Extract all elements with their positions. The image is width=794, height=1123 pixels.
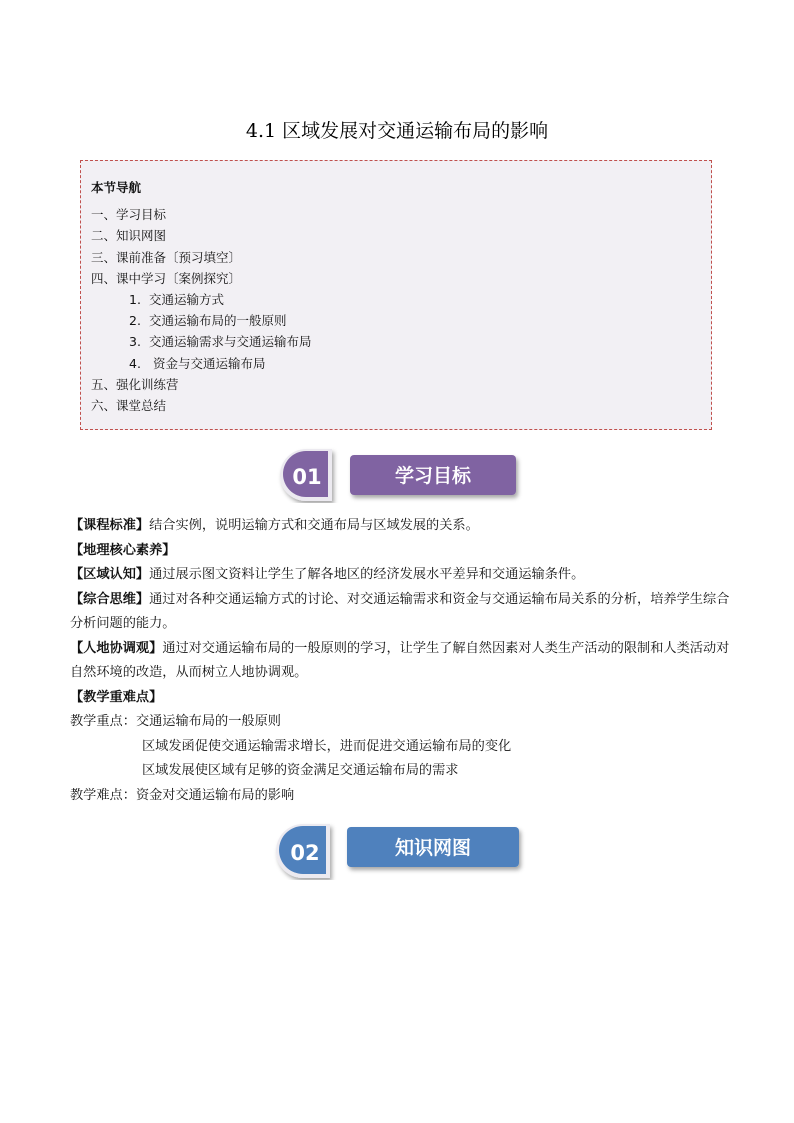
human-land-coordination-text: 通过对交通运输布局的一般原则的学习，让学生了解自然因素对人类生产活动的限制和人类活动对自然环境的改造，从而树立人地协调观。 <box>70 640 730 680</box>
nav-subitem-number: 3. <box>129 334 141 350</box>
nav-subitem-number: 1. <box>129 292 141 308</box>
nav-subitem-number: 2. <box>129 313 141 329</box>
section-label: 知识网图 <box>394 837 472 859</box>
course-standard-label: 【课程标准】 <box>70 518 150 533</box>
human-land-coordination-label: 【人地协调观】 <box>70 640 163 656</box>
comprehensive-thinking-text: 通过对各种交通运输方式的讨论、对交通运输需求和资金与交通运输布局关系的分析，培养学生综合分析问题的能力。 <box>70 591 730 631</box>
learning-goals-content <box>70 514 730 808</box>
regional-cognition-text: 通过展示图文资料让学生了解各地区的经济发展水平差异和交通运输条件。 <box>149 567 585 582</box>
difficulty-label: 教学难点： <box>70 787 136 803</box>
nav-subitem <box>91 331 711 352</box>
nav-subitem <box>91 310 711 331</box>
key-difficulties-heading: 【教学重难点】 <box>70 689 163 705</box>
difficulty <box>70 784 730 809</box>
nav-subitem-label: 交通运输布局的一般原则 <box>149 313 287 329</box>
core-literacy-heading: 【地理核心素养】 <box>70 542 176 558</box>
nav-item: 一、学习目标 <box>91 207 167 223</box>
nav-item: 三、课前准备〔预习填空〕 <box>91 249 242 265</box>
comprehensive-thinking <box>70 588 730 637</box>
page-title: 4.1 区域发展对交通运输布局的影响 <box>245 120 549 142</box>
section-badge-knowledge-map <box>272 822 526 880</box>
difficulty-text: 资金对交通运输布局的影响 <box>135 787 295 803</box>
comprehensive-thinking-label: 【综合思维】 <box>70 591 150 607</box>
nav-heading: 本节导航 <box>91 180 142 195</box>
key-point: 区域发函促使交通运输需求增长，进而促进交通运输布局的变化 <box>142 738 512 754</box>
nav-item: 二、知识网图 <box>91 228 167 244</box>
section-label: 学习目标 <box>394 465 472 487</box>
course-standard <box>70 514 730 539</box>
section-badge-graphic <box>276 447 526 503</box>
nav-subitem-label: 资金与交通运输布局 <box>149 355 266 371</box>
key-points <box>70 710 730 735</box>
nav-subitem-number: 4. <box>129 355 141 371</box>
nav-subitem-label: 交通运输需求与交通运输布局 <box>149 334 312 350</box>
course-standard-text: 结合实例，说明运输方式和交通布局与区域发展的关系。 <box>149 518 479 533</box>
key-point: 区域发展使区域有足够的资金满足交通运输布局的需求 <box>142 763 459 778</box>
nav-item: 六、课堂总结 <box>91 398 167 414</box>
nav-subitem-label: 交通运输方式 <box>149 292 225 308</box>
regional-cognition-label: 【区域认知】 <box>70 567 150 582</box>
nav-item: 五、强化训练营 <box>91 376 179 392</box>
key-point: 交通运输布局的一般原则 <box>135 714 281 729</box>
key-points-label: 教学重点： <box>70 714 136 729</box>
section-number: 01 <box>292 465 322 489</box>
section-navigation-box <box>80 160 712 430</box>
nav-subitem <box>91 289 711 310</box>
section-badge-learning-goals <box>276 447 526 503</box>
section-number: 02 <box>290 841 320 865</box>
nav-subitem <box>91 353 711 374</box>
section-badge-graphic <box>272 822 526 880</box>
nav-item: 四、课中学习〔案例探究〕 <box>91 270 242 286</box>
human-land-coordination <box>70 637 730 686</box>
regional-cognition <box>70 563 730 588</box>
